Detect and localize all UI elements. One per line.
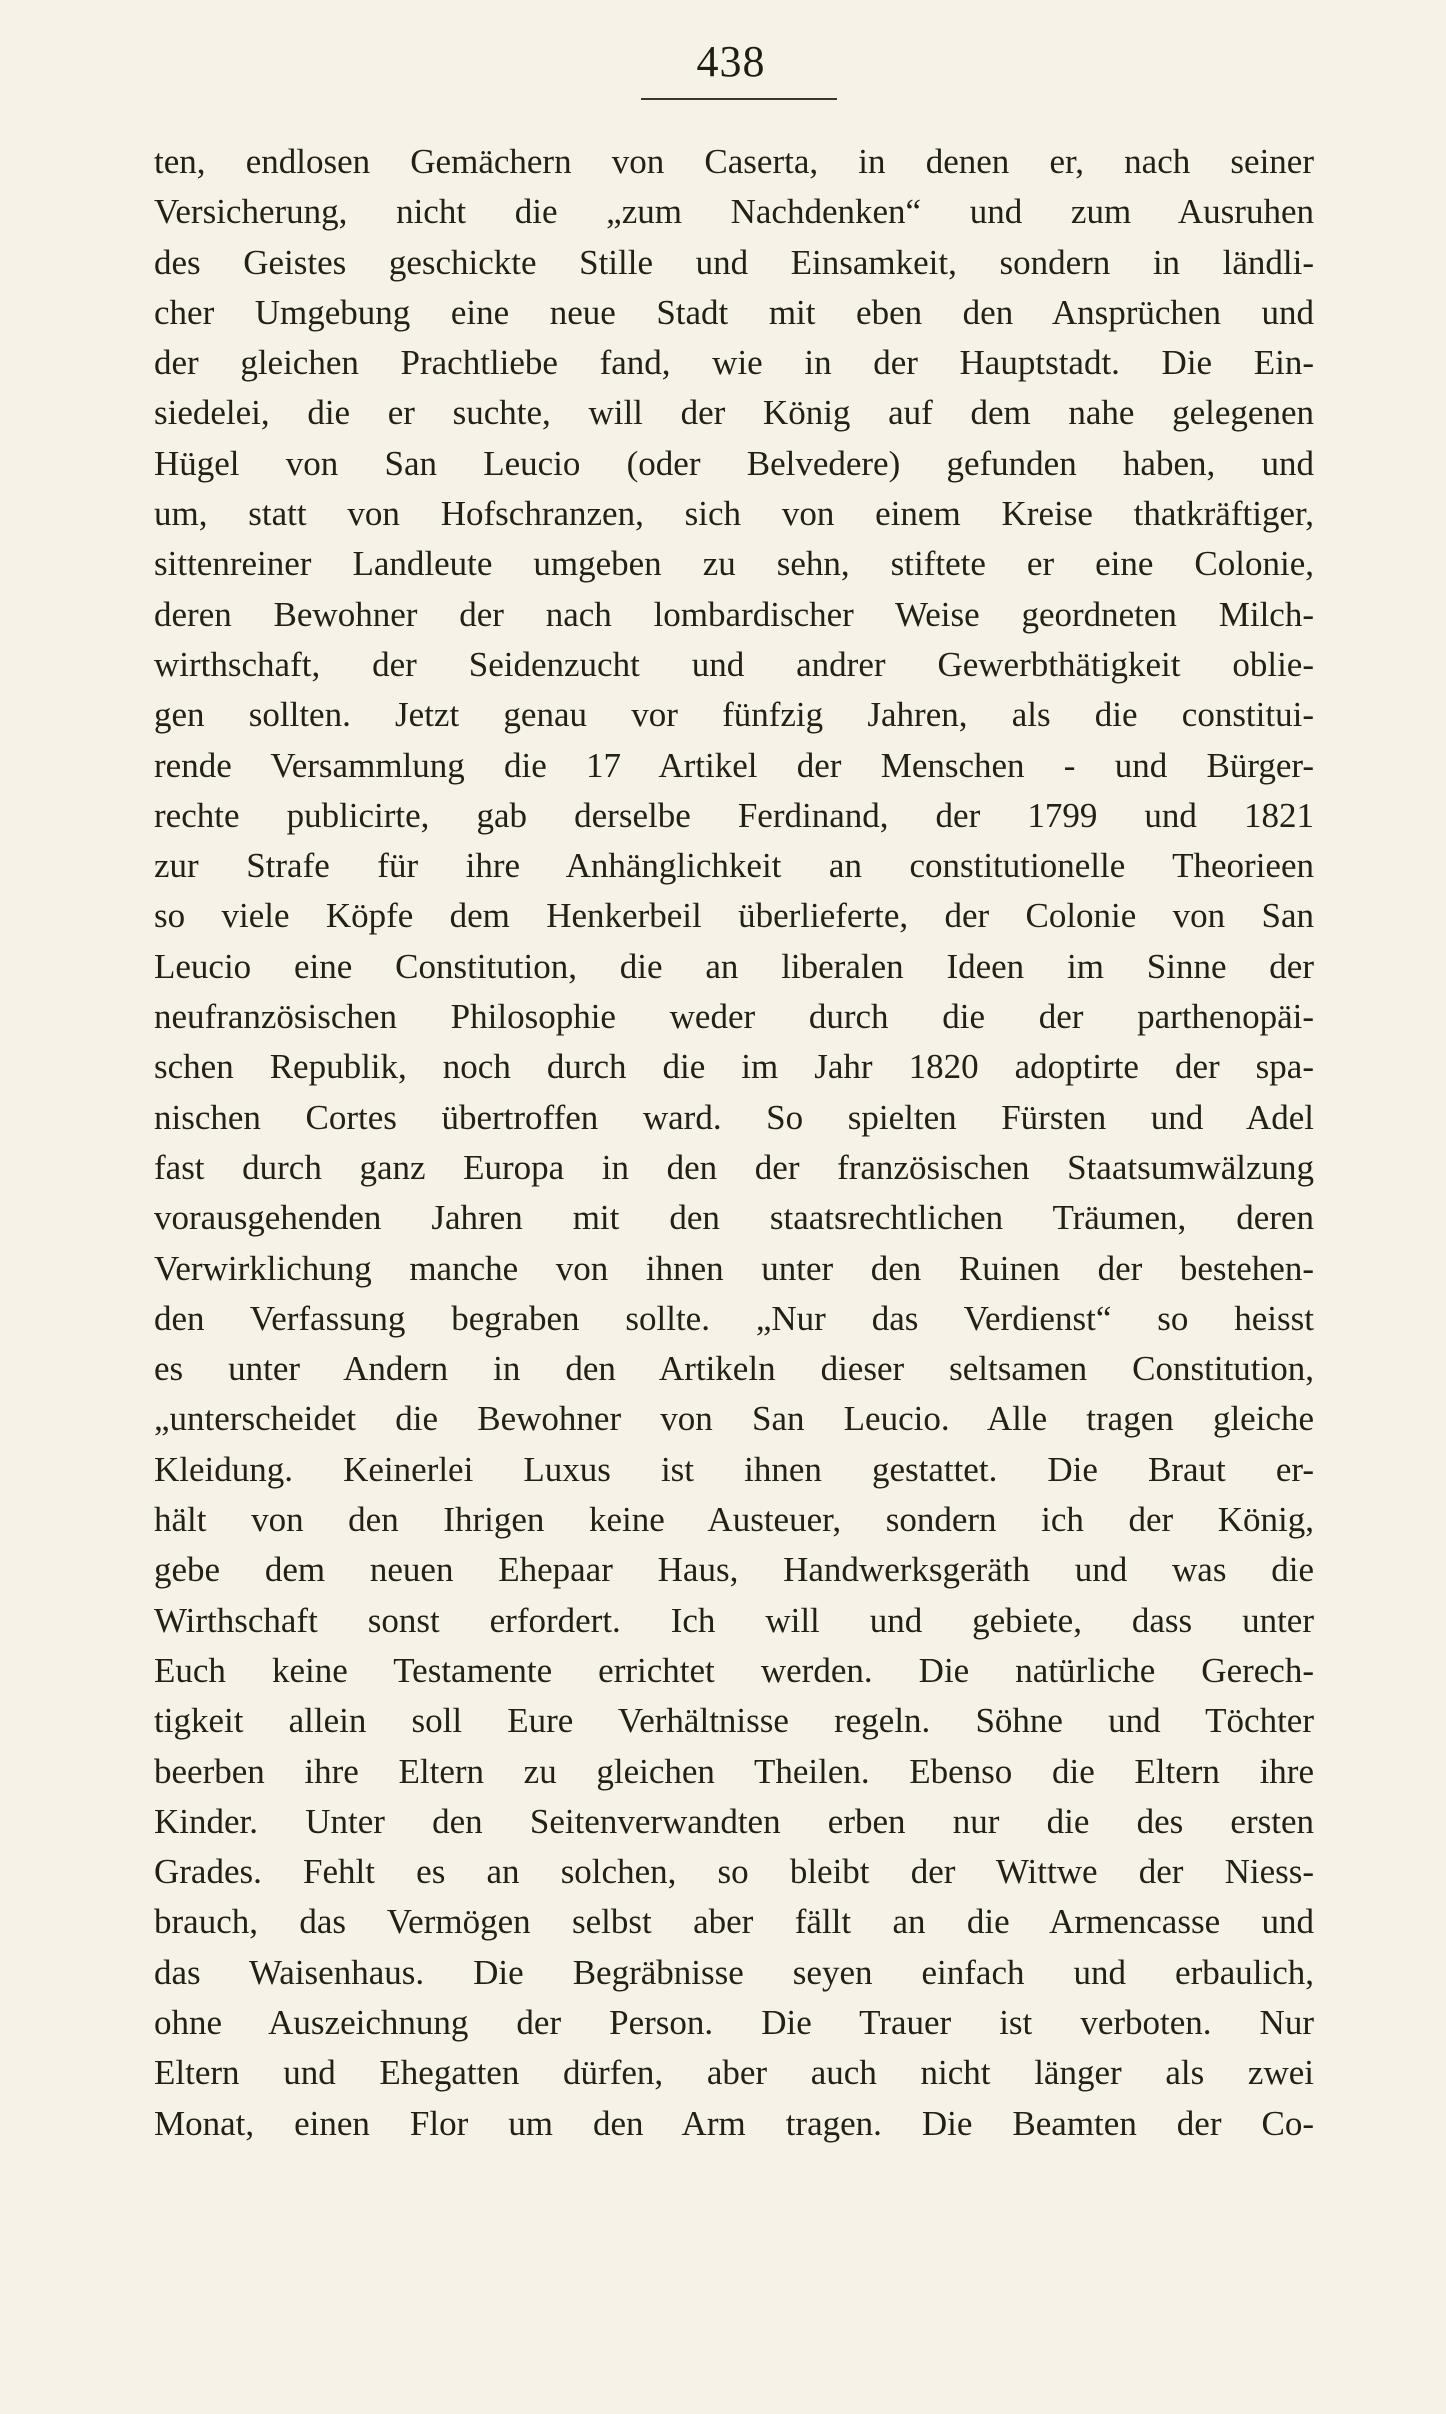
text-line: sittenreiner Landleute umgeben zu sehn, stiftete er eine Colonie, [154, 544, 1314, 584]
text-line: „unterscheidet die Bewohner von San Leucio. Alle tragen gleiche [154, 1399, 1314, 1439]
text-line: Leucio eine Constitution, die an liberalen Ideen im Sinne der [154, 946, 1314, 986]
text-line: cher Umgebung eine neue Stadt mit eben den Ansprüchen und [154, 292, 1314, 332]
text-line: ten, endlosen Gemächern von Caserta, in denen er, nach seiner [154, 142, 1314, 181]
text-line: nischen Cortes übertroffen ward. So spielten Fürsten und Adel [154, 1097, 1314, 1137]
text-line: gebe dem neuen Ehepaar Haus, Handwerksgeräth und was die [154, 1550, 1314, 1590]
text-line: Grades. Fehlt es an solchen, so bleibt der Wittwe der Niess- [154, 1852, 1314, 1892]
text-line: schen Republik, noch durch die im Jahr 1820 adoptirte der spa- [154, 1047, 1314, 1087]
text-line: gen sollten. Jetzt genau vor fünfzig Jahren, als die constitui- [154, 695, 1314, 735]
text-line: so viele Köpfe dem Henkerbeil überlieferte, der Colonie von San [154, 896, 1314, 936]
text-line: hält von den Ihrigen keine Austeuer, sondern ich der König, [154, 1500, 1314, 1540]
text-line: vorausgehenden Jahren mit den staatsrechtlichen Träumen, deren [154, 1198, 1314, 1238]
text-line: fast durch ganz Europa in den der französischen Staatsumwälzung [154, 1147, 1314, 1187]
text-line: Versicherung, nicht die „zum Nachdenken“ und zum Ausruhen [154, 192, 1314, 232]
text-line: rende Versammlung die 17 Artikel der Menschen - und Bürger- [154, 745, 1314, 785]
text-line: beerben ihre Eltern zu gleichen Theilen. Ebenso die Eltern ihre [154, 1751, 1314, 1791]
body-text [154, 137, 1314, 2149]
text-line: Monat, einen Flor um den Arm tragen. Die Beamten der Co- [154, 2103, 1314, 2143]
text-line: Kleidung. Keinerlei Luxus ist ihnen gestattet. Die Braut er- [154, 1449, 1314, 1489]
text-line: Wirthschaft sonst erfordert. Ich will und gebiete, dass unter [154, 1600, 1314, 1640]
text-line: das Waisenhaus. Die Begräbnisse seyen einfach und erbaulich, [154, 1952, 1314, 1992]
text-line: um, statt von Hofschranzen, sich von einem Kreise thatkräftiger, [154, 494, 1314, 534]
text-line: siedelei, die er suchte, will der König auf dem nahe gelegenen [154, 393, 1314, 433]
text-line: zur Strafe für ihre Anhänglichkeit an constitutionelle Theorieen [154, 846, 1314, 886]
text-line: Eltern und Ehegatten dürfen, aber auch nicht länger als zwei [154, 2053, 1314, 2093]
text-line: deren Bewohner der nach lombardischer Weise geordneten Milch- [154, 594, 1314, 634]
text-line: Kinder. Unter den Seitenverwandten erben nur die des ersten [154, 1801, 1314, 1841]
text-line: brauch, das Vermögen selbst aber fällt an die Armencasse und [154, 1902, 1314, 1942]
text-line: ohne Auszeichnung der Person. Die Trauer ist verboten. Nur [154, 2002, 1314, 2042]
text-line: wirthschaft, der Seidenzucht und andrer Gewerbthätigkeit oblie- [154, 644, 1314, 684]
text-line: Euch keine Testamente errichtet werden. Die natürliche Gerech- [154, 1650, 1314, 1690]
text-line: der gleichen Prachtliebe fand, wie in der Hauptstadt. Die Ein- [154, 343, 1314, 383]
text-line: Verwirklichung manche von ihnen unter den Ruinen der bestehen- [154, 1248, 1314, 1288]
text-line: des Geistes geschickte Stille und Einsamkeit, sondern in ländli- [154, 242, 1314, 282]
text-line: den Verfassung begraben sollte. „Nur das Verdienst“ so heisst [154, 1298, 1314, 1338]
page-number: 438 [696, 37, 766, 86]
text-line: es unter Andern in den Artikeln dieser seltsamen Constitution, [154, 1349, 1314, 1389]
text-line: Hügel von San Leucio (oder Belvedere) gefunden haben, und [154, 443, 1314, 483]
header-rule [641, 98, 837, 100]
text-line: rechte publicirte, gab derselbe Ferdinand, der 1799 und 1821 [154, 795, 1314, 835]
text-line: tigkeit allein soll Eure Verhältnisse regeln. Söhne und Töchter [154, 1701, 1314, 1741]
text-line: neufranzösischen Philosophie weder durch die der parthenopäi- [154, 997, 1314, 1037]
